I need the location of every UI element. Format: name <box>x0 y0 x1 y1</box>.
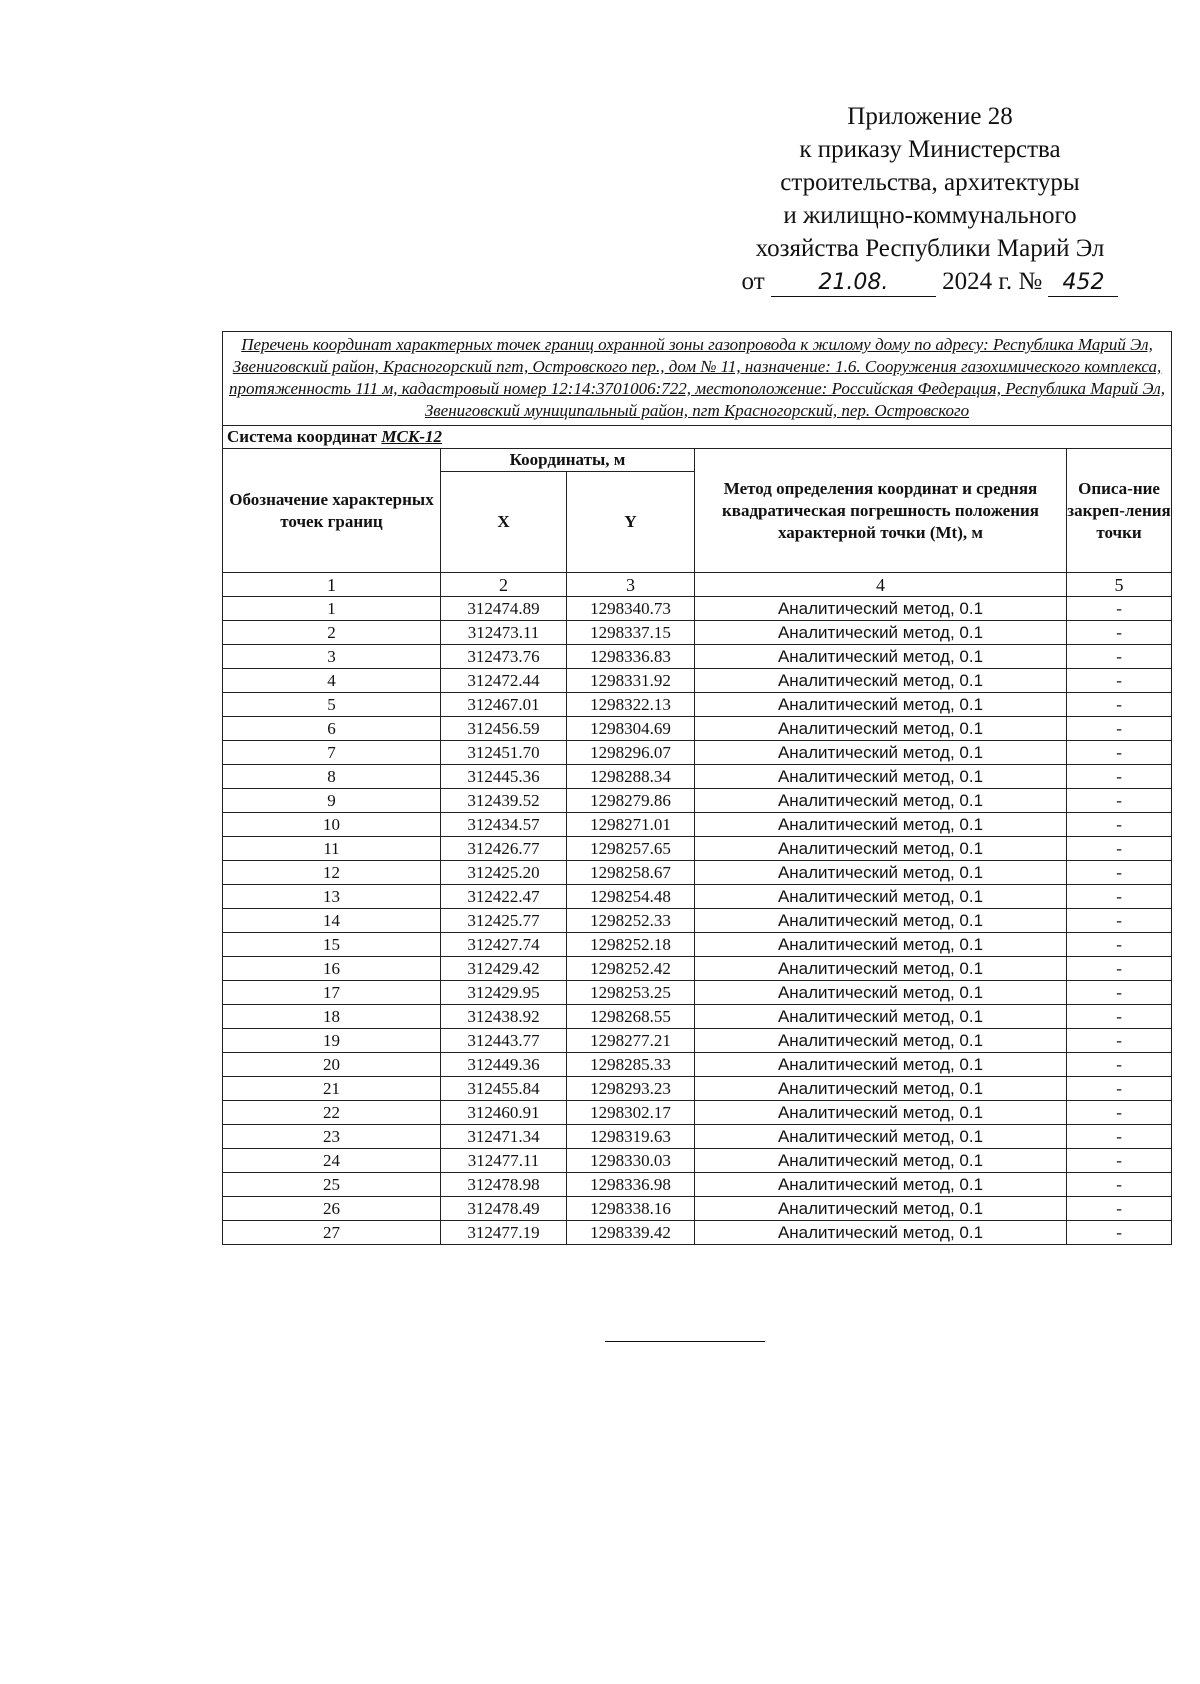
appendix-line: Приложение 28 <box>847 103 1013 130</box>
method-cell: Аналитический метод, 0.1 <box>695 1053 1067 1077</box>
point-number-cell: 8 <box>223 765 441 789</box>
description-cell: - <box>1067 885 1172 909</box>
y-cell: 1298322.13 <box>567 693 695 717</box>
description-cell: - <box>1067 1221 1172 1245</box>
point-number-cell: 11 <box>223 837 441 861</box>
method-cell: Аналитический метод, 0.1 <box>695 957 1067 981</box>
y-cell: 1298337.15 <box>567 621 695 645</box>
method-cell: Аналитический метод, 0.1 <box>695 933 1067 957</box>
method-cell: Аналитический метод, 0.1 <box>695 1077 1067 1101</box>
header-description: Описа-ние закреп-ления точки <box>1067 449 1172 573</box>
x-cell: 312456.59 <box>441 717 567 741</box>
x-cell: 312425.20 <box>441 861 567 885</box>
x-cell: 312478.98 <box>441 1173 567 1197</box>
coordinate-system <box>223 426 1172 449</box>
appendix-line: и жилищно-коммунального <box>783 202 1077 229</box>
x-cell: 312425.77 <box>441 909 567 933</box>
y-cell: 1298257.65 <box>567 837 695 861</box>
method-cell: Аналитический метод, 0.1 <box>695 861 1067 885</box>
table-row <box>223 1149 1172 1173</box>
point-number-cell: 7 <box>223 741 441 765</box>
table-row <box>223 1077 1172 1101</box>
description-cell: - <box>1067 1077 1172 1101</box>
method-cell: Аналитический метод, 0.1 <box>695 1101 1067 1125</box>
description-cell: - <box>1067 693 1172 717</box>
method-cell: Аналитический метод, 0.1 <box>695 837 1067 861</box>
appendix-line: хозяйства Республики Марий Эл <box>755 235 1105 262</box>
point-number-cell: 1 <box>223 597 441 621</box>
y-cell: 1298340.73 <box>567 597 695 621</box>
point-number-cell: 3 <box>223 645 441 669</box>
table-row <box>223 1173 1172 1197</box>
method-cell: Аналитический метод, 0.1 <box>695 597 1067 621</box>
description-cell: - <box>1067 1125 1172 1149</box>
y-cell: 1298330.03 <box>567 1149 695 1173</box>
table-row <box>223 1125 1172 1149</box>
table-row <box>223 909 1172 933</box>
appendix-block <box>700 100 1160 298</box>
y-cell: 1298304.69 <box>567 717 695 741</box>
y-cell: 1298277.21 <box>567 1029 695 1053</box>
header-x: X <box>441 472 567 573</box>
coordinate-system-value: МСК-12 <box>381 427 443 446</box>
x-cell: 312445.36 <box>441 765 567 789</box>
column-number: 2 <box>441 573 567 597</box>
table-row <box>223 741 1172 765</box>
y-cell: 1298252.33 <box>567 909 695 933</box>
method-cell: Аналитический метод, 0.1 <box>695 717 1067 741</box>
end-divider <box>605 1341 765 1342</box>
appendix-line: к приказу Министерства <box>799 136 1061 163</box>
y-cell: 1298296.07 <box>567 741 695 765</box>
method-cell: Аналитический метод, 0.1 <box>695 645 1067 669</box>
description-cell: - <box>1067 717 1172 741</box>
point-number-cell: 22 <box>223 1101 441 1125</box>
point-number-cell: 14 <box>223 909 441 933</box>
year-text: 2024 г. № <box>942 268 1043 295</box>
table-row <box>223 1053 1172 1077</box>
table-row <box>223 957 1172 981</box>
table-row <box>223 717 1172 741</box>
coordinates-table <box>222 331 1172 1245</box>
table-row <box>223 885 1172 909</box>
header-point: Обозначение характерных точек границ <box>223 449 441 573</box>
method-cell: Аналитический метод, 0.1 <box>695 1029 1067 1053</box>
description-cell: - <box>1067 669 1172 693</box>
description-cell: - <box>1067 1149 1172 1173</box>
point-number-cell: 16 <box>223 957 441 981</box>
method-cell: Аналитический метод, 0.1 <box>695 1149 1067 1173</box>
y-cell: 1298254.48 <box>567 885 695 909</box>
description-cell: - <box>1067 645 1172 669</box>
column-number: 3 <box>567 573 695 597</box>
table-row <box>223 861 1172 885</box>
table-row <box>223 765 1172 789</box>
method-cell: Аналитический метод, 0.1 <box>695 765 1067 789</box>
method-cell: Аналитический метод, 0.1 <box>695 885 1067 909</box>
point-number-cell: 2 <box>223 621 441 645</box>
description-cell: - <box>1067 957 1172 981</box>
point-number-cell: 18 <box>223 1005 441 1029</box>
table-row <box>223 1197 1172 1221</box>
description-cell: - <box>1067 621 1172 645</box>
point-number-cell: 23 <box>223 1125 441 1149</box>
x-cell: 312438.92 <box>441 1005 567 1029</box>
y-cell: 1298279.86 <box>567 789 695 813</box>
x-cell: 312460.91 <box>441 1101 567 1125</box>
description-cell: - <box>1067 981 1172 1005</box>
description-cell: - <box>1067 1173 1172 1197</box>
table-row <box>223 981 1172 1005</box>
point-number-cell: 24 <box>223 1149 441 1173</box>
method-cell: Аналитический метод, 0.1 <box>695 741 1067 765</box>
x-cell: 312477.11 <box>441 1149 567 1173</box>
handwritten-date: 21.08. <box>771 270 936 297</box>
x-cell: 312426.77 <box>441 837 567 861</box>
x-cell: 312439.52 <box>441 789 567 813</box>
table-row <box>223 621 1172 645</box>
description-cell: - <box>1067 1053 1172 1077</box>
x-cell: 312473.76 <box>441 645 567 669</box>
y-cell: 1298252.42 <box>567 957 695 981</box>
method-cell: Аналитический метод, 0.1 <box>695 981 1067 1005</box>
point-number-cell: 26 <box>223 1197 441 1221</box>
table-row <box>223 693 1172 717</box>
point-number-cell: 27 <box>223 1221 441 1245</box>
y-cell: 1298302.17 <box>567 1101 695 1125</box>
point-number-cell: 15 <box>223 933 441 957</box>
method-cell: Аналитический метод, 0.1 <box>695 1125 1067 1149</box>
method-cell: Аналитический метод, 0.1 <box>695 669 1067 693</box>
order-date-line <box>700 265 1160 298</box>
table-row <box>223 645 1172 669</box>
appendix-line: строительства, архитектуры <box>780 169 1080 196</box>
header-method: Метод определения координат и средняя квадратическая погрешность положения характерной точки (Mt), м <box>695 449 1067 573</box>
x-cell: 312429.42 <box>441 957 567 981</box>
description-cell: - <box>1067 861 1172 885</box>
method-cell: Аналитический метод, 0.1 <box>695 789 1067 813</box>
y-cell: 1298331.92 <box>567 669 695 693</box>
coordinate-system-row <box>223 426 1172 449</box>
y-cell: 1298253.25 <box>567 981 695 1005</box>
y-cell: 1298258.67 <box>567 861 695 885</box>
point-number-cell: 4 <box>223 669 441 693</box>
y-cell: 1298285.33 <box>567 1053 695 1077</box>
method-cell: Аналитический метод, 0.1 <box>695 909 1067 933</box>
description-cell: - <box>1067 933 1172 957</box>
point-number-cell: 12 <box>223 861 441 885</box>
point-number-cell: 19 <box>223 1029 441 1053</box>
table-row <box>223 1101 1172 1125</box>
header-y: Y <box>567 472 695 573</box>
description-cell: - <box>1067 813 1172 837</box>
method-cell: Аналитический метод, 0.1 <box>695 621 1067 645</box>
table-row <box>223 669 1172 693</box>
table-title-row <box>223 332 1172 426</box>
x-cell: 312451.70 <box>441 741 567 765</box>
y-cell: 1298271.01 <box>567 813 695 837</box>
y-cell: 1298268.55 <box>567 1005 695 1029</box>
description-cell: - <box>1067 909 1172 933</box>
table-row <box>223 1029 1172 1053</box>
coordinate-system-label: Система координат <box>227 427 378 446</box>
y-cell: 1298339.42 <box>567 1221 695 1245</box>
method-cell: Аналитический метод, 0.1 <box>695 813 1067 837</box>
table-row <box>223 1005 1172 1029</box>
description-cell: - <box>1067 1101 1172 1125</box>
point-number-cell: 17 <box>223 981 441 1005</box>
table-row <box>223 1221 1172 1245</box>
table-row <box>223 933 1172 957</box>
description-cell: - <box>1067 789 1172 813</box>
x-cell: 312471.34 <box>441 1125 567 1149</box>
method-cell: Аналитический метод, 0.1 <box>695 1197 1067 1221</box>
y-cell: 1298252.18 <box>567 933 695 957</box>
description-cell: - <box>1067 1029 1172 1053</box>
column-number: 4 <box>695 573 1067 597</box>
x-cell: 312455.84 <box>441 1077 567 1101</box>
description-cell: - <box>1067 741 1172 765</box>
y-cell: 1298338.16 <box>567 1197 695 1221</box>
method-cell: Аналитический метод, 0.1 <box>695 693 1067 717</box>
from-label: от <box>741 268 765 295</box>
point-number-cell: 5 <box>223 693 441 717</box>
method-cell: Аналитический метод, 0.1 <box>695 1173 1067 1197</box>
y-cell: 1298336.83 <box>567 645 695 669</box>
x-cell: 312474.89 <box>441 597 567 621</box>
column-number: 1 <box>223 573 441 597</box>
header-row <box>223 449 1172 472</box>
x-cell: 312467.01 <box>441 693 567 717</box>
description-cell: - <box>1067 1197 1172 1221</box>
table-row <box>223 837 1172 861</box>
x-cell: 312473.11 <box>441 621 567 645</box>
header-coordinates: Координаты, м <box>441 449 695 472</box>
point-number-cell: 25 <box>223 1173 441 1197</box>
x-cell: 312443.77 <box>441 1029 567 1053</box>
y-cell: 1298288.34 <box>567 765 695 789</box>
x-cell: 312434.57 <box>441 813 567 837</box>
table-row <box>223 813 1172 837</box>
description-cell: - <box>1067 837 1172 861</box>
x-cell: 312427.74 <box>441 933 567 957</box>
table-row <box>223 789 1172 813</box>
column-number: 5 <box>1067 573 1172 597</box>
point-number-cell: 6 <box>223 717 441 741</box>
handwritten-order-number: 452 <box>1048 270 1118 297</box>
column-numbers-row <box>223 573 1172 597</box>
x-cell: 312449.36 <box>441 1053 567 1077</box>
description-cell: - <box>1067 765 1172 789</box>
x-cell: 312429.95 <box>441 981 567 1005</box>
point-number-cell: 20 <box>223 1053 441 1077</box>
x-cell: 312422.47 <box>441 885 567 909</box>
x-cell: 312472.44 <box>441 669 567 693</box>
description-cell: - <box>1067 1005 1172 1029</box>
point-number-cell: 9 <box>223 789 441 813</box>
description-cell: - <box>1067 597 1172 621</box>
y-cell: 1298336.98 <box>567 1173 695 1197</box>
x-cell: 312478.49 <box>441 1197 567 1221</box>
method-cell: Аналитический метод, 0.1 <box>695 1221 1067 1245</box>
table-title: Перечень координат характерных точек границ охранной зоны газопровода к жилому дому по адресу: Республика Марий Эл, Звениговский район, Красногорский пгт, Островского пер., дом № 11, назначение: 1.6. Сооружения газохимического комплекса, протяженность 111 м, кадастровый номер 12:14:3701006:722, местоположение: Российская Федерация, Республика Марий Эл, Звениговский муниципальный район, пгт Красногорский, пер. Островского <box>223 332 1172 426</box>
x-cell: 312477.19 <box>441 1221 567 1245</box>
point-number-cell: 21 <box>223 1077 441 1101</box>
point-number-cell: 13 <box>223 885 441 909</box>
y-cell: 1298293.23 <box>567 1077 695 1101</box>
method-cell: Аналитический метод, 0.1 <box>695 1005 1067 1029</box>
y-cell: 1298319.63 <box>567 1125 695 1149</box>
point-number-cell: 10 <box>223 813 441 837</box>
table-row <box>223 597 1172 621</box>
